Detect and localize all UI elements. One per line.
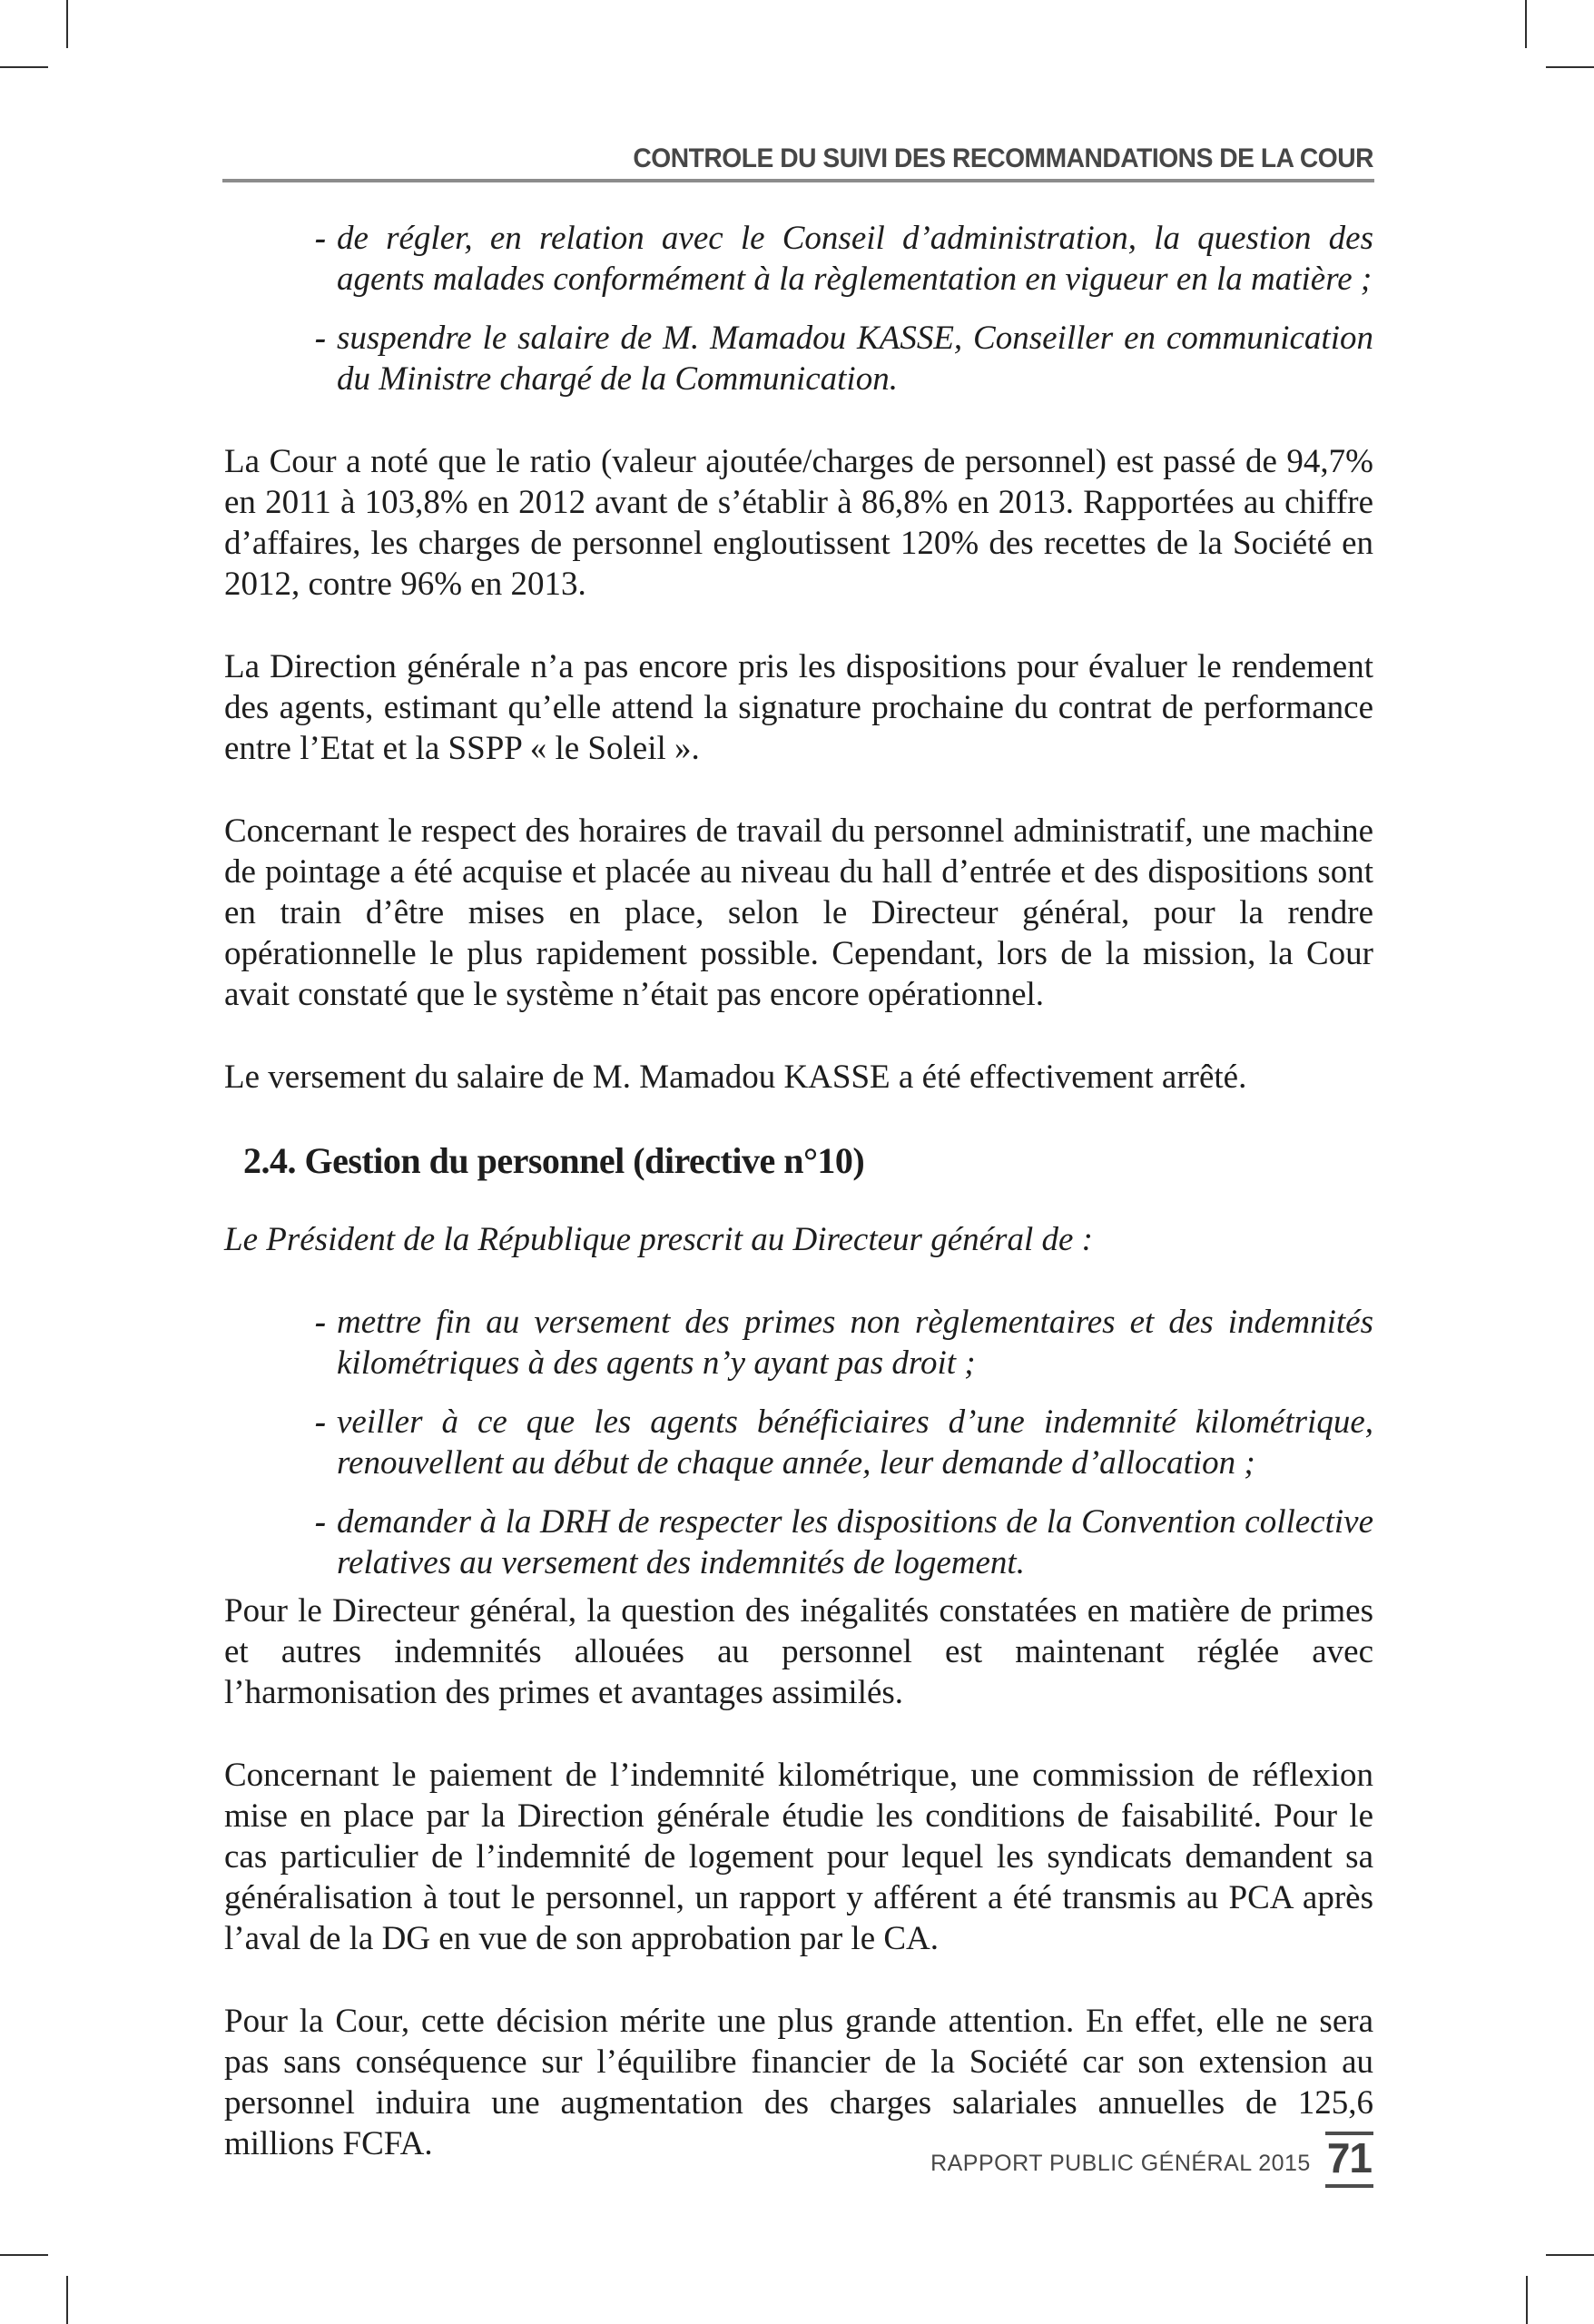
bullet-dash-marker — [315, 1502, 337, 1583]
bullet-dash-marker — [315, 1402, 337, 1483]
paragraph-president-prescrit: Le Président de la République prescrit au Directeur général de : — [224, 1221, 1093, 1258]
list-item — [224, 1302, 1373, 1384]
bullet-text: veiller à ce que les agents bénéficiaires d’une indemnité kilométrique, renouvellent au début de chaque année, leur demande d’allocation ; — [337, 1403, 1373, 1482]
page-number-block — [1325, 2132, 1373, 2188]
page-footer — [930, 2132, 1373, 2188]
bullet-text: mettre fin au versement des primes non règlementaires et des indemnités kilométriques à des agents n’y ayant pas droit ; — [337, 1304, 1373, 1382]
bullet-dash-marker — [315, 318, 337, 399]
page-body — [224, 218, 1373, 2206]
header-rule — [222, 179, 1374, 182]
bullet-dash-marker — [315, 218, 337, 300]
crop-mark-bottom-left-vertical — [66, 2276, 68, 2324]
list-item — [224, 1402, 1373, 1483]
paragraph-ratio: La Cour a noté que le ratio (valeur ajoutée/charges de personnel) est passé de 94,7% en 2011 à 103,8% en 2012 avant de s’établir à 86,8% en 2013. Rapportées au chiffre d’affaires, les charges de personnel engloutissent 120% des recettes de la Société en 2012, contre 96% en 2013. — [224, 443, 1373, 603]
page-number: 71 — [1326, 2134, 1372, 2181]
paragraph-versement-salaire: Le versement du salaire de M. Mamadou KASSE a été effectivement arrêté. — [224, 1059, 1247, 1096]
directive-bullet-list-top — [224, 218, 1373, 399]
paragraph-avis-cour: Pour la Cour, cette décision mérite une plus grande attention. En effet, elle ne sera pas sans conséquence sur l’équilibre financier de la Société car son extension au personnel induira une augmentation des charges salariales annuelles de 125,6 millions FCFA. — [224, 2003, 1373, 2162]
bullet-text: suspendre le salaire de M. Mamadou KASSE, Conseiller en communication du Ministre chargé de la Communication. — [337, 320, 1373, 398]
paragraph-horaires: Concernant le respect des horaires de travail du personnel administratif, une machine de pointage a été acquise et placée au niveau du hall d’entrée et des dispositions sont en train d’être mises en place, selon le Directeur général, pour la rendre opérationnelle le plus rapidement possible. Cependant, lors de la mission, la Cour avait constaté que le système n’était pas encore opérationnel. — [224, 812, 1373, 1013]
crop-mark-bottom-left-horizontal — [0, 2254, 48, 2256]
bullet-text: demander à la DRH de respecter les dispositions de la Convention collective relatives au versement des indemnités de logement. — [337, 1503, 1373, 1581]
running-head-title: CONTROLE DU SUIVI DES RECOMMANDATIONS DE LA COUR — [633, 143, 1373, 173]
list-item — [224, 1502, 1373, 1583]
crop-mark-top-right-vertical — [1525, 0, 1527, 48]
directive-bullet-list-gestion — [224, 1302, 1373, 1583]
crop-mark-top-left-horizontal — [0, 66, 48, 68]
bullet-text: de régler, en relation avec le Conseil d’administration, la question des agents malades conformément à la règlementation en vigueur en la matière ; — [337, 220, 1373, 298]
paragraph-directeur-general: Pour le Directeur général, la question des inégalités constatées en matière de primes et autres indemnités allouées au personnel est maintenant réglée avec l’harmonisation des primes et avantages assimilés. — [224, 1592, 1373, 1711]
report-title-footer: RAPPORT PUBLIC GÉNÉRAL 2015 — [930, 2151, 1311, 2176]
paragraph-direction-generale: La Direction générale n’a pas encore pris les dispositions pour évaluer le rendement des agents, estimant qu’elle attend la signature prochaine du contrat de performance entre l’Etat et la SSPP « le Soleil ». — [224, 648, 1373, 767]
list-item — [224, 318, 1373, 399]
crop-mark-top-left-vertical — [66, 0, 68, 48]
list-item — [224, 218, 1373, 300]
section-heading-2-4: 2.4. Gestion du personnel (directive n°10) — [243, 1140, 865, 1181]
crop-mark-bottom-right-vertical — [1526, 2276, 1528, 2324]
crop-mark-bottom-right-horizontal — [1546, 2254, 1594, 2256]
bullet-dash-marker — [315, 1302, 337, 1384]
crop-mark-top-right-horizontal — [1546, 66, 1594, 68]
paragraph-paiement-indemnite: Concernant le paiement de l’indemnité kilométrique, une commission de réflexion mise en place par la Direction générale étudie les conditions de faisabilité. Pour le cas particulier de l’indemnité de logement pour lequel les syndicats demandent sa généralisation à tout le personnel, un rapport y afférent a été transmis au PCA après l’aval de la DG en vue de son approbation par le CA. — [224, 1757, 1373, 1957]
